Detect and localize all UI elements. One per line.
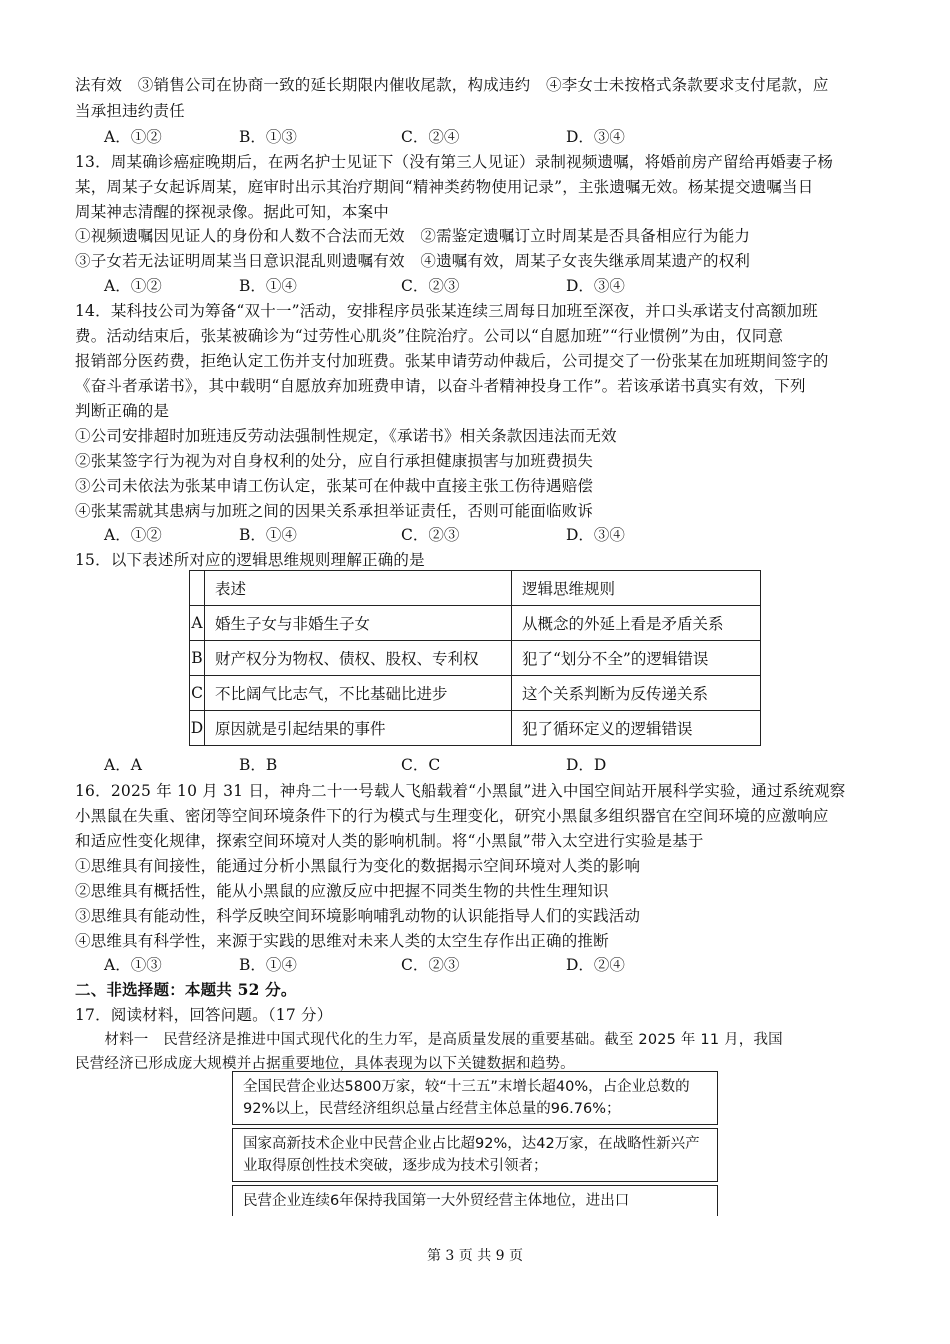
- table-header-cell: 表述: [205, 571, 512, 606]
- table-header-row: [190, 571, 761, 606]
- q14-stem-line: 判断正确的是: [75, 402, 170, 420]
- option-b[interactable]: B．①④: [239, 956, 297, 974]
- option-c[interactable]: C．C: [401, 756, 441, 774]
- table-cell-statement: 财产权分为物权、债权、股权、专利权: [205, 641, 512, 676]
- option-c[interactable]: C．②③: [401, 277, 460, 295]
- option-c[interactable]: C．②③: [401, 956, 460, 974]
- q17-stem: 17．阅读材料，回答问题。（17 分）: [75, 1006, 333, 1024]
- table-cell-rule: 犯了“划分不全”的逻辑错误: [512, 641, 761, 676]
- option-c[interactable]: C．②④: [401, 128, 460, 146]
- option-d[interactable]: D．③④: [566, 526, 625, 544]
- q15-table: [189, 570, 761, 746]
- option-c[interactable]: C．②③: [401, 526, 460, 544]
- q16-statement: ①思维具有间接性，能通过分析小黑鼠行为变化的数据揭示空间环境对人类的影响: [75, 857, 641, 875]
- q15-stem: 15．以下表述所对应的逻辑思维规则理解正确的是: [75, 551, 425, 569]
- table-cell-key: C: [190, 676, 205, 711]
- data-box: 民营企业连续6年保持我国第一大外贸经营主体地位，进出口: [232, 1185, 718, 1216]
- section-heading: 二、非选择题：本题共 52 分。: [75, 980, 297, 999]
- table-cell-key: B: [190, 641, 205, 676]
- q13-stem-line: 周某神志清醒的探视录像。据此可知，本案中: [75, 203, 390, 221]
- data-box: 全国民营企业达5800万家，较“十三五”末增长超40%，占企业总数的92%以上，民营经济组织总量占经营主体总量的96.76%；: [232, 1071, 718, 1125]
- table-cell-rule: 从概念的外延上看是矛盾关系: [512, 606, 761, 641]
- option-d[interactable]: D．②④: [566, 956, 625, 974]
- option-d[interactable]: D．D: [566, 756, 607, 774]
- data-box: 国家高新技术企业中民营企业占比超92%，达42万家，在战略性新兴产业取得原创性技术突破，逐步成为技术引领者；: [232, 1128, 718, 1182]
- option-b[interactable]: B．①④: [239, 526, 297, 544]
- table-header-cell: 逻辑思维规则: [512, 571, 761, 606]
- q12-text-line: 法有效 ③销售公司在协商一致的延长期限内催收尾款，构成违约 ④李女士未按格式条款要求支付尾款，应: [75, 76, 829, 94]
- q16-statement: ②思维具有概括性，能从小黑鼠的应激反应中把握不同类生物的共性生理知识: [75, 882, 609, 900]
- table-row: [190, 641, 761, 676]
- table-cell-statement: 原因就是引起结果的事件: [205, 711, 512, 746]
- q14-stem-line: 《奋斗者承诺书》，其中载明“自愿放弃加班费申请，以奋斗者精神投身工作”。若该承诺书真实有效，下列: [75, 377, 806, 395]
- q14-stem-line: 费。活动结束后，张某被确诊为“过劳性心肌炎”住院治疗。公司以“自愿加班”“行业惯例”为由，仅同意: [75, 327, 784, 345]
- q14-statement: ④张某需就其患病与加班之间的因果关系承担举证责任，否则可能面临败诉: [75, 502, 594, 520]
- q14-statement: ②张某签字行为视为对自身权利的处分，应自行承担健康损害与加班费损失: [75, 452, 594, 470]
- table-cell-rule: 这个关系判断为反传递关系: [512, 676, 761, 711]
- table-cell-rule: 犯了循环定义的逻辑错误: [512, 711, 761, 746]
- option-d[interactable]: D．③④: [566, 128, 625, 146]
- q13-stem-line: 某，周某子女起诉周某，庭审时出示其治疗期间“精神类药物使用记录”，主张遗嘱无效。杨某提交遗嘱当日: [75, 178, 814, 196]
- option-a[interactable]: A．①③: [104, 956, 162, 974]
- q17-material-line: 民营经济已形成庞大规模并占据重要地位，具体表现为以下关键数据和趋势。: [75, 1056, 575, 1072]
- table-header-cell: [190, 571, 205, 606]
- table-cell-statement: 婚生子女与非婚生子女: [205, 606, 512, 641]
- q12-text-line: 当承担违约责任: [75, 102, 185, 120]
- option-a[interactable]: A．①②: [104, 128, 162, 146]
- table-row: [190, 676, 761, 711]
- q16-stem-line: 小黑鼠在失重、密闭等空间环境条件下的行为模式与生理变化，研究小黑鼠多组织器官在空间环境的应激响应: [75, 807, 829, 825]
- option-a[interactable]: A．A: [104, 756, 142, 774]
- table-cell-key: A: [190, 606, 205, 641]
- table-cell-statement: 不比阔气比志气，不比基础比进步: [205, 676, 512, 711]
- option-a[interactable]: A．①②: [104, 526, 162, 544]
- q14-stem-line: 14．某科技公司为筹备“双十一”活动，安排程序员张某连续三周每日加班至深夜，并口头承诺支付高额加班: [75, 302, 818, 320]
- option-b[interactable]: B．B: [239, 756, 278, 774]
- q16-stem-line: 16．2025 年 10 月 31 日，神舟二十一号载人飞船载着“小黑鼠”进入中国空间站开展科学实验，通过系统观察: [75, 782, 846, 800]
- q16-statement: ③思维具有能动性，科学反映空间环境影响哺乳动物的认识能指导人们的实践活动: [75, 907, 641, 925]
- q13-stem-line: 13．周某确诊癌症晚期后，在两名护士见证下（没有第三人见证）录制视频遗嘱，将婚前房产留给再婚妻子杨: [75, 153, 834, 171]
- q14-statement: ③公司未依法为张某申请工伤认定，张某可在仲裁中直接主张工伤待遇赔偿: [75, 477, 594, 495]
- q13-statement: ③子女若无法证明周某当日意识混乱则遗嘱有效 ④遗嘱有效，周某子女丧失继承周某遗产的权利: [75, 252, 751, 270]
- q17-data-boxes: [232, 1071, 718, 1219]
- q14-stem-line: 报销部分医药费，拒绝认定工伤并支付加班费。张某申请劳动仲裁后，公司提交了一份张某在加班期间签字的: [75, 352, 829, 370]
- option-d[interactable]: D．③④: [566, 277, 625, 295]
- q16-statement: ④思维具有科学性，来源于实践的思维对未来人类的太空生存作出正确的推断: [75, 932, 609, 950]
- table-row: [190, 711, 761, 746]
- q14-statement: ①公司安排超时加班违反劳动法强制性规定，《承诺书》相关条款因违法而无效: [75, 427, 617, 445]
- table-row: [190, 606, 761, 641]
- page-footer: 第 3 页 共 9 页: [426, 1248, 524, 1264]
- option-b[interactable]: B．①③: [239, 128, 297, 146]
- q13-statement: ①视频遗嘱因见证人的身份和人数不合法而无效 ②需鉴定遗嘱订立时周某是否具备相应行为能力: [75, 227, 751, 245]
- q17-material-line: 材料一 民营经济是推进中国式现代化的生力军，是高质量发展的重要基础。截至 2025 年 11 月，我国: [75, 1032, 783, 1048]
- table-cell-key: D: [190, 711, 205, 746]
- option-b[interactable]: B．①④: [239, 277, 297, 295]
- q16-stem-line: 和适应性变化规律，探索空间环境对人类的影响机制。将“小黑鼠”带入太空进行实验是基于: [75, 832, 704, 850]
- option-a[interactable]: A．①②: [104, 277, 162, 295]
